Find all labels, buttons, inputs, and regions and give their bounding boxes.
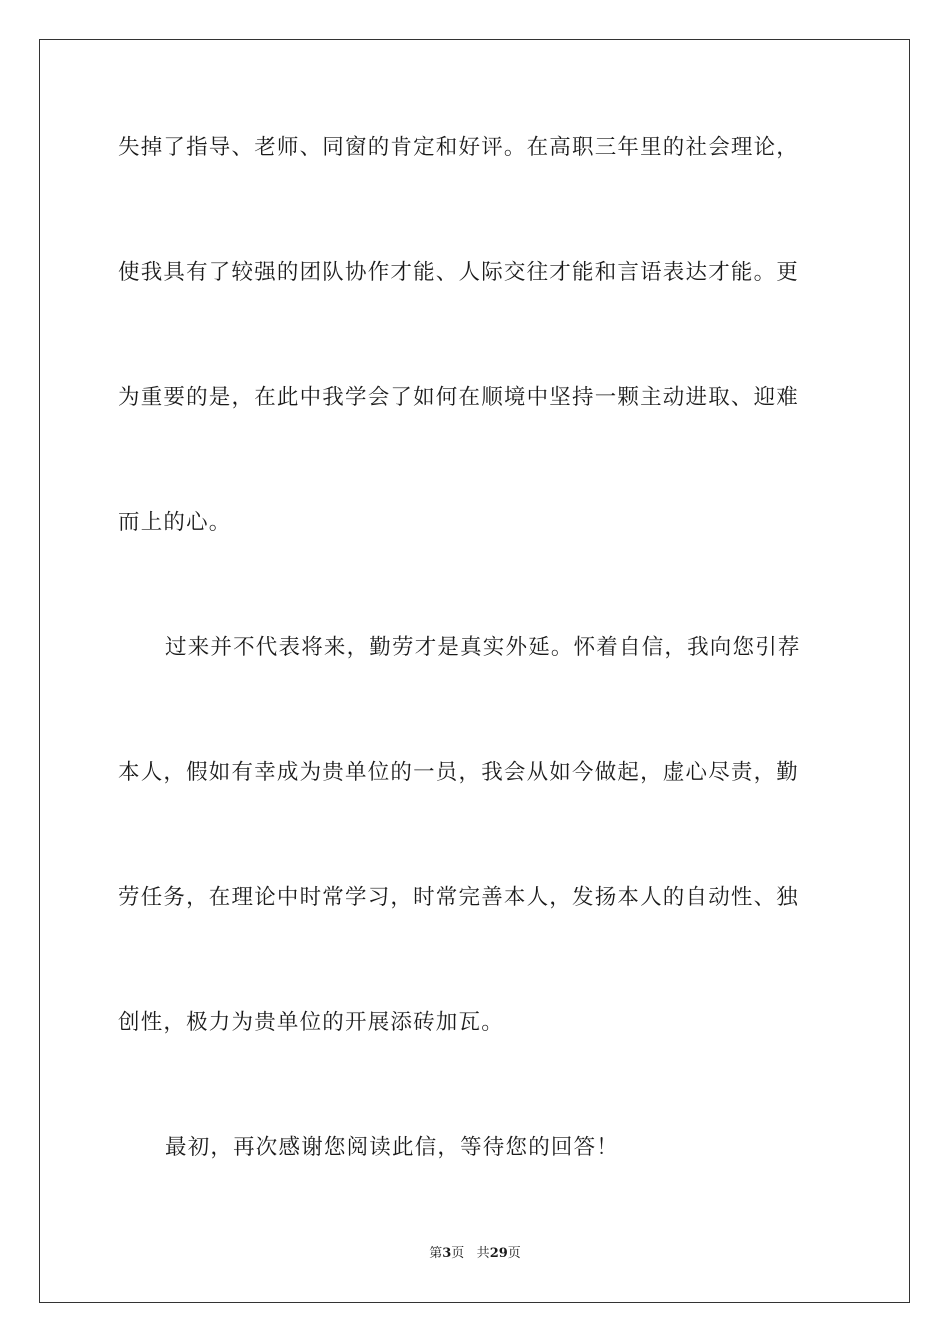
- body-text-line: 为重要的是，在此中我学会了如何在顺境中坚持一颗主动进取、迎难: [118, 385, 800, 410]
- body-text-line: 本人，假如有幸成为贵单位的一员，我会从如今做起，虚心尽责，勤: [118, 760, 800, 785]
- total-prefix: 共: [476, 1246, 490, 1261]
- total-suffix: 页: [507, 1246, 521, 1261]
- body-text-line: 劳任务，在理论中时常学习，时常完善本人，发扬本人的自动性、独: [118, 885, 800, 910]
- page-prefix: 第: [429, 1246, 443, 1261]
- page-border: [39, 39, 910, 1303]
- page-footer: [0, 1245, 950, 1263]
- body-text-line: 最初，再次感谢您阅读此信，等待您的回答！: [165, 1135, 620, 1160]
- body-text-line: 失掉了指导、老师、同窗的肯定和好评。在高职三年里的社会理论，: [118, 135, 800, 160]
- body-text-line: 创性，极力为贵单位的开展添砖加瓦。: [118, 1010, 504, 1035]
- page-total: 29: [489, 1246, 508, 1261]
- page-current: 3: [442, 1246, 452, 1261]
- body-text-line: 而上的心。: [118, 510, 232, 535]
- body-text-line: 使我具有了较强的团队协作才能、人际交往才能和言语表达才能。更: [118, 260, 800, 285]
- page-suffix: 页: [451, 1246, 465, 1261]
- body-text-line: 过来并不代表将来，勤劳才是真实外延。怀着自信，我向您引荐: [165, 635, 801, 660]
